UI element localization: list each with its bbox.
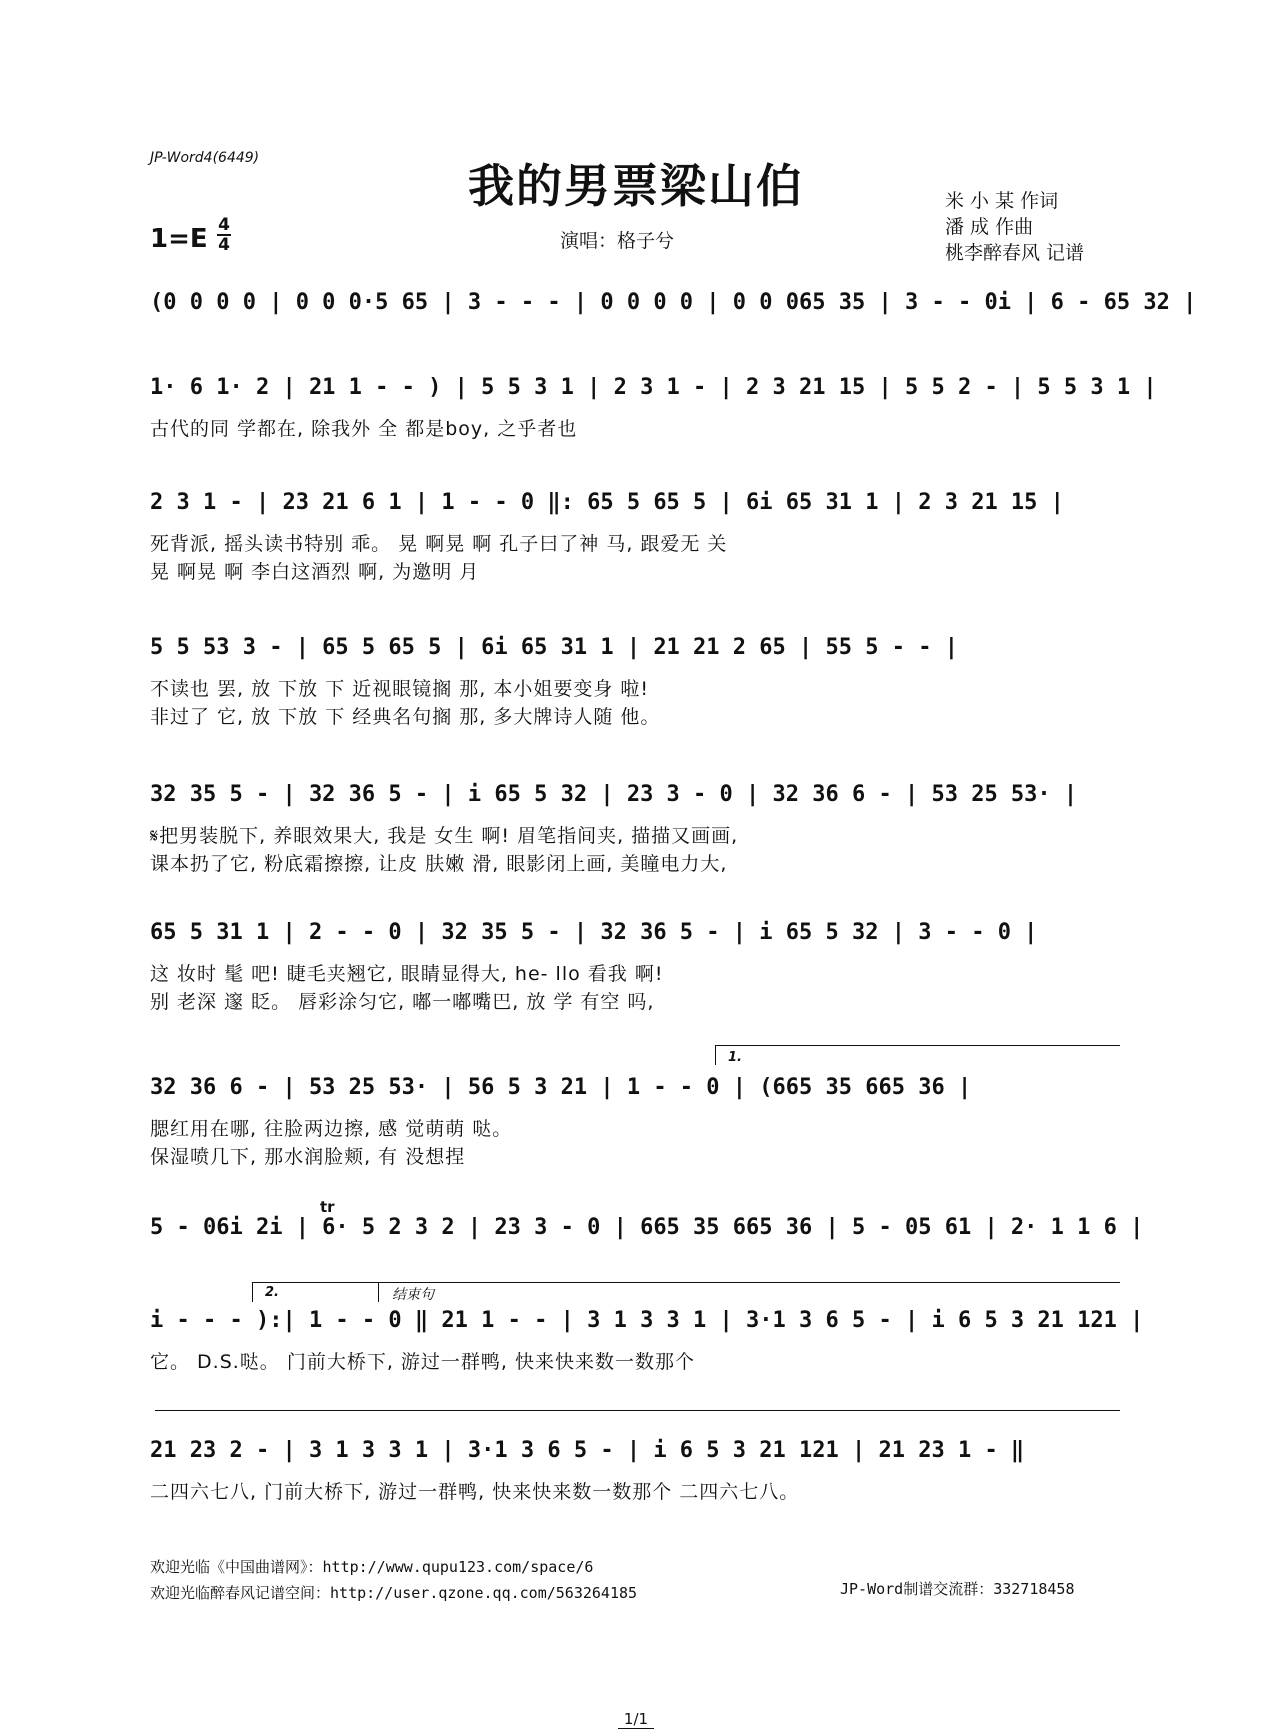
time-signature-bottom: 4 [218, 235, 230, 255]
lyrics-line-7b: 保湿喷几下, 那水润脸颊, 有 没想捏 [150, 1146, 466, 1168]
score-line-9: i - - - ):| 1 - - 0 ‖ 21 1 - - | 3 1 3 3 1 | 3·1 3 6 5 - | i 6 5 3 21 121 | [150, 1308, 1144, 1333]
lyrics-line-7a: 腮红用在哪, 往脸两边擦, 感 觉萌萌 哒。 [150, 1118, 513, 1140]
lyrics-line-4b: 非过了 它, 放 下放 下 经典名句搁 那, 多大牌诗人随 他。 [150, 706, 661, 728]
lyrics-line-4a: 不读也 罢, 放 下放 下 近视眼镜搁 那, 本小姐要变身 啦! [150, 678, 650, 700]
score-line-1: (0 0 0 0 | 0 0 0·5 65 | 3 - - - | 0 0 0 0 | 0 0 065 35 | 3 - - 0i | 6 - 65 32 | [150, 290, 1197, 315]
singer: 演唱：格子兮 [560, 230, 675, 252]
score-line-10: 21 23 2 - | 3 1 3 3 1 | 3·1 3 6 5 - | i 6 5 3 21 121 | 21 23 1 - ‖ [150, 1438, 1025, 1463]
time-signature-top: 4 [218, 215, 230, 235]
ending-edge [378, 1282, 379, 1302]
volta-2-bracket [252, 1282, 1120, 1283]
lyrics-line-9: 它。 D.S.哒。 门前大桥下, 游过一群鸭, 快来快来数一数那个 [150, 1351, 696, 1373]
lyrics-line-3a: 死背派, 摇头读书特别 乖。 晃 啊晃 啊 孔子曰了神 马, 跟爱无 关 [150, 533, 728, 555]
score-line-2: 1· 6 1· 2 | 21 1 - - ) | 5 5 3 1 | 2 3 1 - | 2 3 21 15 | 5 5 2 - | 5 5 3 1 | [150, 375, 1157, 400]
trill-mark: tr [320, 1198, 335, 1216]
volta-2-edge [252, 1282, 253, 1302]
song-title: 我的男票梁山伯 [468, 159, 804, 213]
score-line-8: 5 - 06i 2i | 6· 5 2 3 2 | 23 3 - 0 | 665 35 665 36 | 5 - 05 61 | 2· 1 1 6 | [150, 1215, 1144, 1240]
lyrics-line-5b: 课本扔了它, 粉底霜擦擦, 让皮 肤嫩 滑, 眼影闭上画, 美瞳电力大, [150, 853, 728, 875]
volta-1-bracket [715, 1045, 1120, 1046]
lyrics-line-10: 二四六七八, 门前大桥下, 游过一群鸭, 快来快来数一数那个 二四六七八。 [150, 1481, 800, 1503]
volta-1-edge [715, 1045, 716, 1065]
volta-2-label: 2. [265, 1285, 279, 1300]
score-line-3: 2 3 1 - | 23 21 6 1 | 1 - - 0 ‖: 65 5 65 5 | 6i 65 31 1 | 2 3 21 15 | [150, 490, 1064, 515]
key-signature: 1=E [150, 224, 208, 254]
footer-link-qupu[interactable]: 欢迎光临《中国曲谱网》：http://www.qupu123.com/space/6 [150, 1558, 594, 1576]
lyrics-line-6a: 这 妆时 髦 吧! 睫毛夹翘它, 眼睛显得大, he- llo 看我 啊! [150, 963, 664, 985]
volta-1-label: 1. [728, 1050, 742, 1065]
composer: 潘 成 作曲 [945, 216, 1034, 238]
ending-label: 结束句 [392, 1287, 434, 1303]
footer-link-qzone[interactable]: 欢迎光临醉春风记谱空间：http://user.qzone.qq.com/563264185 [150, 1584, 638, 1602]
lyrics-line-3b: 晃 啊晃 啊 李白这酒烈 啊, 为邀明 月 [150, 561, 480, 583]
score-line-5: 32 35 5 - | 32 36 5 - | i 65 5 32 | 23 3 - 0 | 32 36 6 - | 53 25 53· | [150, 782, 1078, 807]
lyrics-line-6b: 别 老深 邃 眨。 唇彩涂匀它, 嘟一嘟嘴巴, 放 学 有空 吗, [150, 991, 655, 1013]
lyricist: 米 小 某 作词 [945, 190, 1059, 212]
ending-bracket [155, 1410, 1120, 1411]
lyrics-line-2: 古代的同 学都在, 除我外 全 都是boy, 之乎者也 [150, 418, 578, 440]
qq-group: JP-Word制谱交流群：332718458 [840, 1580, 1075, 1598]
score-line-6: 65 5 31 1 | 2 - - 0 | 32 35 5 - | 32 36 5 - | i 65 5 32 | 3 - - 0 | [150, 920, 1038, 945]
software-label: JP-Word4(6449) [150, 150, 260, 166]
lyrics-line-5a: 𝄋把男装脱下, 养眼效果大, 我是 女生 啊! 眉笔指间夹, 描描又画画, [150, 825, 739, 847]
score-line-4: 5 5 53 3 - | 65 5 65 5 | 6i 65 31 1 | 21 21 2 65 | 55 5 - - | [150, 635, 958, 660]
page-number [0, 1710, 1272, 1728]
score-line-7: 32 36 6 - | 53 25 53· | 56 5 3 21 | 1 - - 0 | (665 35 665 36 | [150, 1075, 972, 1100]
time-signature [217, 216, 231, 254]
page-number-text: 1/1 [618, 1710, 654, 1729]
transcriber: 桃李醉春风 记谱 [945, 242, 1085, 264]
